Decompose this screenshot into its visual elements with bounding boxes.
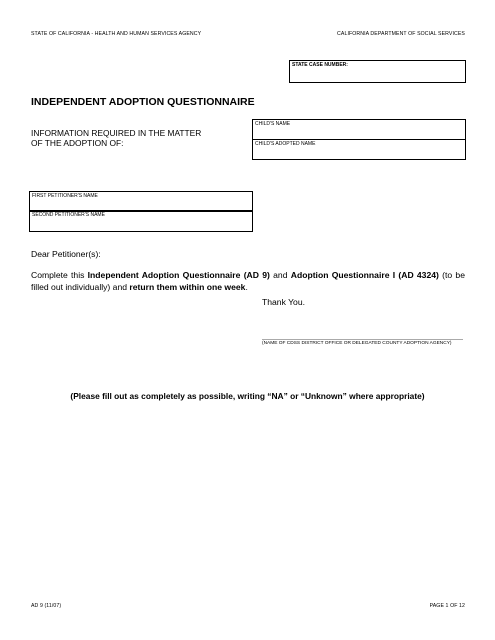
thank-you: Thank You. xyxy=(262,297,306,307)
state-case-number-label: STATE CASE NUMBER: xyxy=(292,62,348,68)
para-text-3: (to be filled out individually) and xyxy=(31,270,465,292)
para-bold-ad9: Independent Adoption Questionnaire (AD 9) xyxy=(87,270,270,280)
para-text-2: and xyxy=(269,270,291,280)
info-heading xyxy=(31,129,231,148)
department-header: CALIFORNIA DEPARTMENT OF SOCIAL SERVICES xyxy=(337,31,465,37)
agency-signature-label: (NAME OF CDSS DISTRICT OFFICE OR DELEGATED COUNTY ADOPTION AGENCY) xyxy=(262,341,452,346)
salutation: Dear Petitioner(s): xyxy=(31,249,101,259)
childs-name-field[interactable] xyxy=(252,119,466,140)
first-petitioner-field[interactable] xyxy=(29,191,253,212)
form-id: AD 9 (11/07) xyxy=(31,603,62,609)
childs-adopted-name-field[interactable] xyxy=(252,139,466,160)
second-petitioner-input[interactable] xyxy=(32,220,250,229)
childs-name-label: CHILD'S NAME xyxy=(255,121,291,127)
page-title: INDEPENDENT ADOPTION QUESTIONNAIRE xyxy=(31,96,255,108)
childs-name-input[interactable] xyxy=(255,129,463,137)
childs-adopted-name-input[interactable] xyxy=(255,149,463,157)
state-case-number-field[interactable] xyxy=(289,60,466,83)
agency-signature-line[interactable] xyxy=(262,339,463,340)
state-case-number-input[interactable] xyxy=(292,70,463,80)
para-text-1: Complete this xyxy=(31,270,88,280)
para-text-4: . xyxy=(245,282,248,292)
agency-header: STATE OF CALIFORNIA - HEALTH AND HUMAN SERVICES AGENCY xyxy=(31,31,202,37)
para-bold-ad4324: Adoption Questionnaire I (AD 4324) xyxy=(290,270,439,280)
info-line-1: INFORMATION REQUIRED IN THE MATTER xyxy=(31,128,202,138)
instruction-paragraph xyxy=(31,269,465,293)
fill-instructions: (Please fill out as completely as possible, writing “NA” or “Unknown” where appropriate) xyxy=(70,391,425,401)
first-petitioner-label: FIRST PETITIONER'S NAME xyxy=(32,193,98,199)
childs-adopted-name-label: CHILD'S ADOPTED NAME xyxy=(255,141,316,147)
first-petitioner-input[interactable] xyxy=(32,201,250,209)
second-petitioner-label: SECOND PETITIONER'S NAME xyxy=(32,212,105,218)
second-petitioner-field[interactable] xyxy=(29,210,253,232)
para-bold-return: return them within one week xyxy=(129,282,246,292)
page-number: PAGE 1 OF 12 xyxy=(429,603,465,609)
info-line-2: OF THE ADOPTION OF: xyxy=(31,137,124,148)
